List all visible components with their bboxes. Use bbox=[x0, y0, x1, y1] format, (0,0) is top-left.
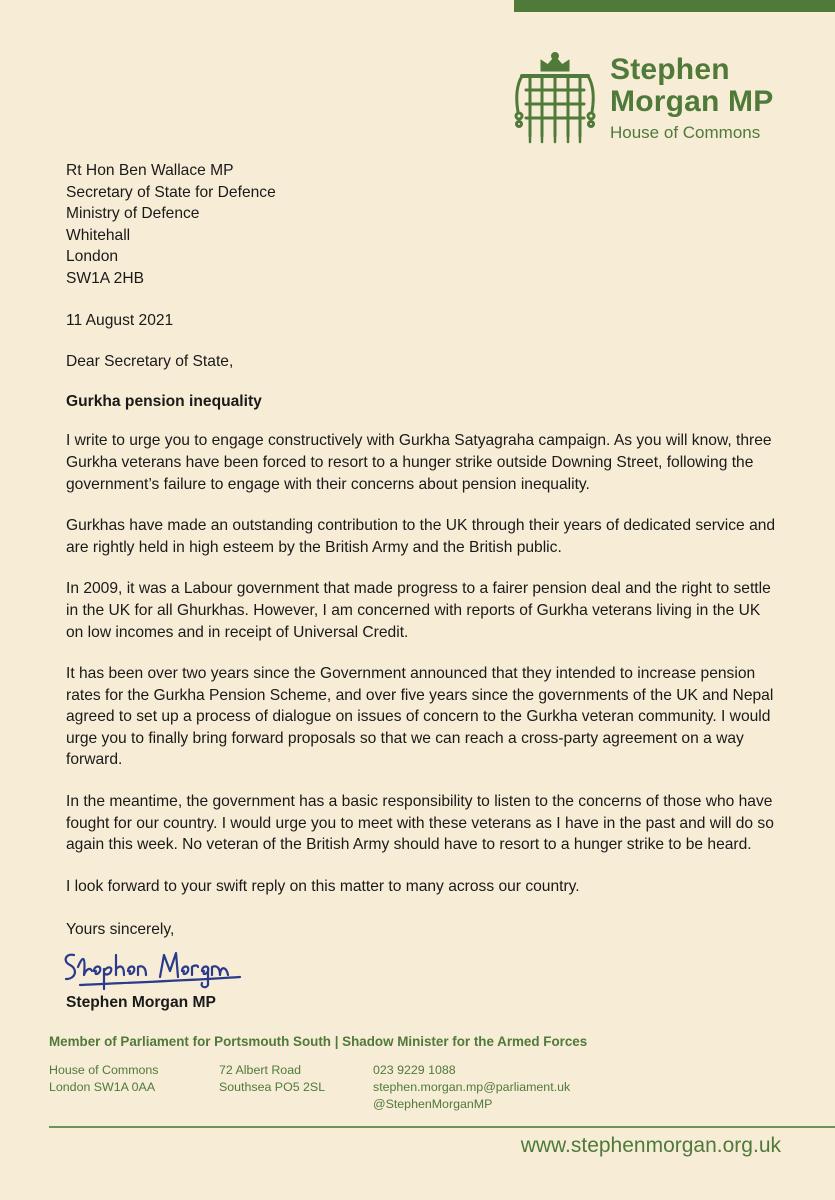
letterhead-text bbox=[610, 54, 773, 144]
paragraph: I look forward to your swift reply on this matter to many across our country. bbox=[66, 877, 580, 895]
letterhead-logo bbox=[512, 52, 812, 152]
logo-name-line1: Stephen bbox=[610, 53, 730, 86]
letter-date: 11 August 2021 bbox=[66, 311, 174, 329]
footer-column-contact bbox=[373, 1062, 570, 1113]
footer-divider bbox=[49, 1126, 835, 1128]
footer-line: 72 Albert Road bbox=[219, 1063, 301, 1077]
signer-name: Stephen Morgan MP bbox=[66, 994, 216, 1012]
footer-line: Southsea PO5 2SL bbox=[219, 1080, 326, 1094]
logo-subtitle: House of Commons bbox=[610, 123, 761, 142]
subject-line: Gurkha pension inequality bbox=[66, 392, 262, 410]
paragraph: In 2009, it was a Labour government that made progress to a fairer pension deal and the right to settle in the UK for all Ghurkhas. However, I am concerned with reports of Gurkha veterans living in the UK on low incomes and in receipt of Universal Credit. bbox=[66, 580, 771, 641]
footer-website: www.stephenmorgan.org.uk bbox=[520, 1134, 781, 1157]
recipient-address bbox=[66, 160, 776, 290]
paragraph: It has been over two years since the Government announced that they intended to increase pension rates for the Gurkha Pension Scheme, and over five years since the governments of the UK and Nepal agreed to set up a process of dialogue on issues of concern to the Gurkha veteran community. I would urge you to finally bring forward proposals so that we can reach a cross-party agreement on a way forward. bbox=[66, 665, 774, 769]
paragraph: Gurkhas have made an outstanding contribution to the UK through their years of dedicated service and are rightly held in high esteem by the British Army and the British public. bbox=[66, 517, 776, 556]
address-line: Secretary of State for Defence bbox=[66, 183, 276, 201]
paragraph: In the meantime, the government has a basic responsibility to listen to the concerns of those who have fought for our country. I would urge you to meet with these veterans as I have in the past and will do so again this week. No veteran of the British Army should have to resort to a hunger strike to be heard. bbox=[66, 793, 774, 854]
letter-body bbox=[66, 160, 776, 1014]
address-line: SW1A 2HB bbox=[66, 269, 144, 287]
handwritten-signature bbox=[60, 945, 250, 991]
footer-line: House of Commons bbox=[49, 1063, 159, 1077]
salutation: Dear Secretary of State, bbox=[66, 353, 234, 371]
top-accent-bar bbox=[514, 0, 835, 12]
footer-email: stephen.morgan.mp@parliament.uk bbox=[373, 1080, 571, 1094]
footer-column-westminster bbox=[49, 1062, 159, 1096]
paragraph: I write to urge you to engage constructively with Gurkha Satyagraha campaign. As you will know, three Gurkha veterans have been forced to resort to a hunger strike outside Downing Street, following the government’s failure to engage with their concerns about pension inequality. bbox=[66, 432, 772, 493]
logo-name-line2: Morgan MP bbox=[610, 85, 774, 118]
address-line: London bbox=[66, 248, 119, 266]
footer-line: London SW1A 0AA bbox=[49, 1080, 156, 1094]
address-line: Ministry of Defence bbox=[66, 205, 200, 223]
closing: Yours sincerely, bbox=[66, 921, 175, 939]
address-line: Rt Hon Ben Wallace MP bbox=[66, 162, 234, 179]
footer-column-constituency bbox=[219, 1062, 325, 1096]
portcullis-icon bbox=[512, 52, 598, 144]
address-line: Whitehall bbox=[66, 226, 131, 244]
footer-headline: Member of Parliament for Portsmouth South | Shadow Minister for the Armed Forces bbox=[49, 1034, 588, 1049]
footer-social-handle: @StephenMorganMP bbox=[373, 1097, 493, 1111]
footer-phone: 023 9229 1088 bbox=[373, 1063, 456, 1077]
